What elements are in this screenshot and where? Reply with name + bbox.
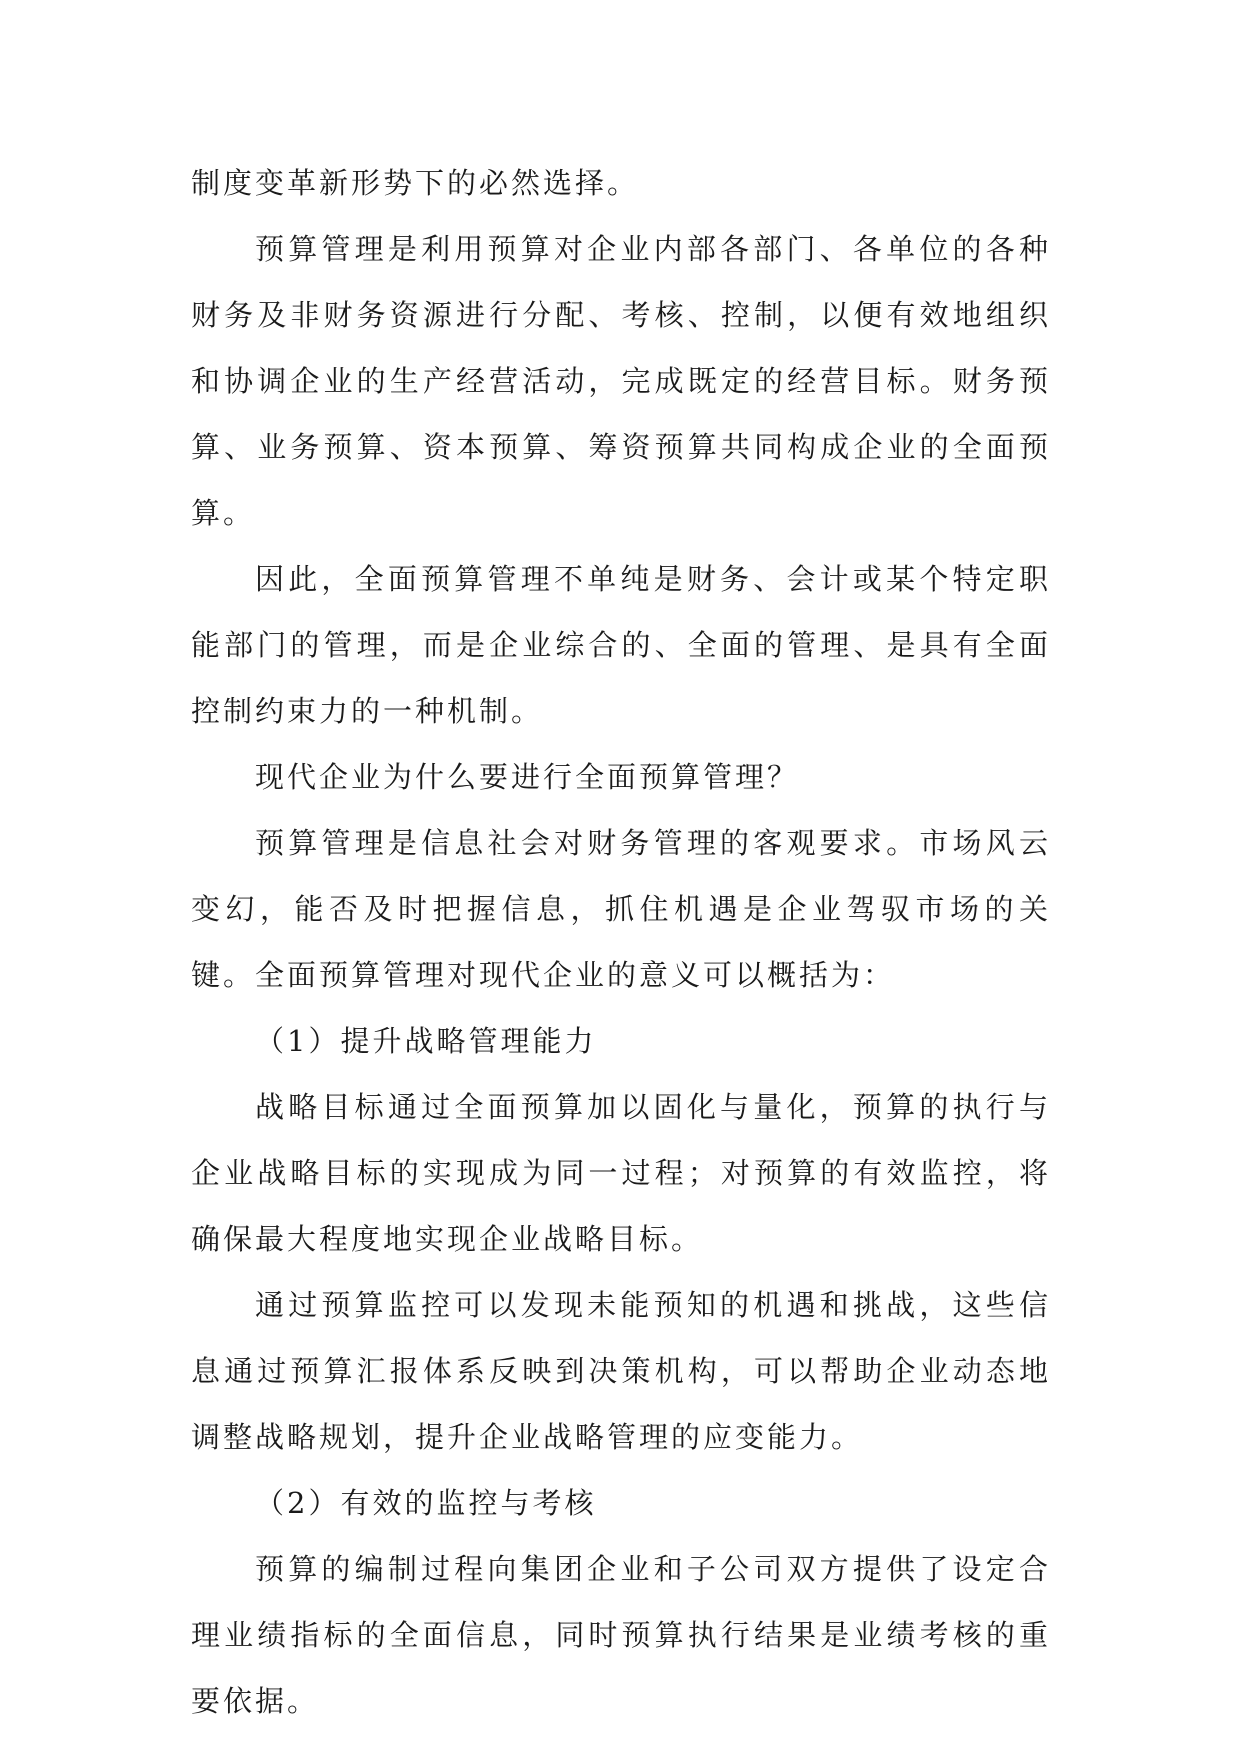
- paragraph-strategy-monitoring: 通过预算监控可以发现未能预知的机遇和挑战，这些信息通过预算汇报体系反映到决策机构，可以帮助企业动态地调整战略规划，提升企业战略管理的应变能力。: [191, 1288, 1051, 1454]
- document-body: [191, 150, 1051, 1734]
- paragraph-strategy-goals: 战略目标通过全面预算加以固化与量化，预算的执行与企业战略目标的实现成为同一过程；对预算的有效监控，将确保最大程度地实现企业战略目标。: [191, 1090, 1051, 1256]
- paragraph-continuation: 制度变革新形势下的必然选择。: [191, 166, 640, 200]
- item-heading-1: （1）提升战略管理能力: [255, 1024, 597, 1058]
- paragraph-budget-scope: 因此，全面预算管理不单纯是财务、会计或某个特定职能部门的管理，而是企业综合的、全面的管理、是具有全面控制约束力的一种机制。: [191, 562, 1051, 728]
- paragraph-significance: 预算管理是信息社会对财务管理的客观要求。市场风云变幻，能否及时把握信息，抓住机遇是企业驾驭市场的关键。全面预算管理对现代企业的意义可以概括为：: [191, 826, 1051, 992]
- item-heading-2: （2）有效的监控与考核: [255, 1486, 597, 1520]
- paragraph-assessment: 预算的编制过程向集团企业和子公司双方提供了设定合理业绩指标的全面信息，同时预算执行结果是业绩考核的重要依据。: [191, 1552, 1051, 1718]
- paragraph-budget-definition: 预算管理是利用预算对企业内部各部门、各单位的各种财务及非财务资源进行分配、考核、控制，以便有效地组织和协调企业的生产经营活动，完成既定的经营目标。财务预算、业务预算、资本预算、筹资预算共同构成企业的全面预算。: [191, 232, 1051, 530]
- section-question: 现代企业为什么要进行全面预算管理？: [255, 760, 800, 794]
